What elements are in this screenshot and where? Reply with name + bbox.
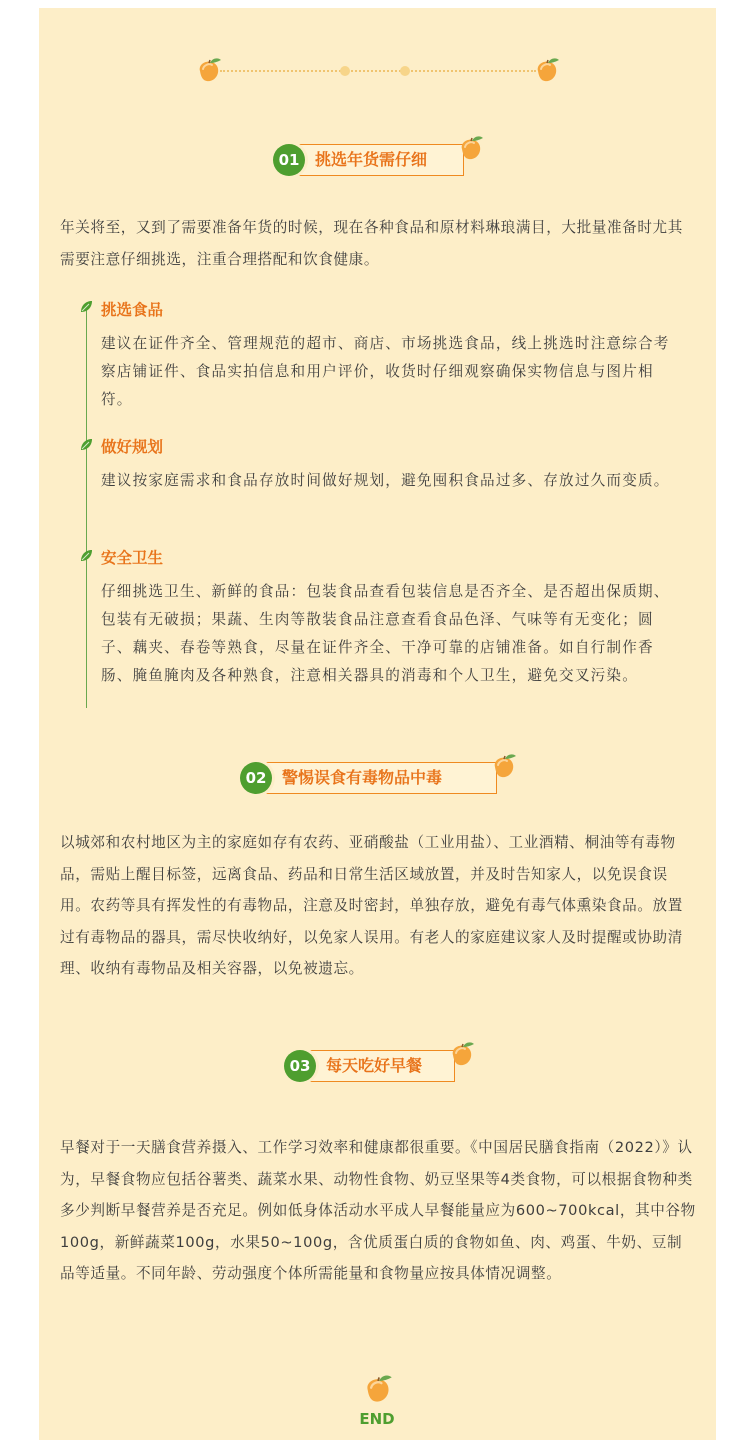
section-number: 03 <box>284 1050 316 1082</box>
section-02-text: 以城郊和农村地区为主的家庭如存有农药、亚硝酸盐（工业用盐）、工业酒精、桐油等有毒物品，需贴上醒目标签，远离食品、药品和日常生活区域放置，并及时告知家人，以免误食误用。农药等具有挥发性的有毒物品，注意及时密封，单独存放，避免有毒气体熏染食品。放置过有毒物品的器具，需尽快收纳好，以免家人误用。有老人的家庭建议家人及时提醒或协助清理、收纳有毒物品及相关容器，以免被遗忘。 <box>60 834 683 977</box>
end-label: END <box>359 1410 395 1428</box>
subsection-title: 安全卫生 <box>101 549 164 567</box>
section-title: 警惕误食有毒物品中毒 <box>282 768 443 787</box>
top-divider <box>220 70 536 72</box>
section-number: 02 <box>240 762 272 794</box>
mango-icon <box>457 135 485 163</box>
section-heading-01 <box>273 140 488 176</box>
subsection-title: 挑选食品 <box>101 301 164 319</box>
subsection-text: 仔细挑选卫生、新鲜的食品：包装食品查看包装信息是否齐全、是否超出保质期、包装有无破损；果蔬、生肉等散装食品注意查看食品色泽、气味等有无变化；圆子、藕夹、春卷等熟食，尽量在证件齐全、干净可靠的店铺准备。如自行制作香肠、腌鱼腌肉及各种熟食，注意相关器具的消毒和个人卫生，避免交叉污染。 <box>101 583 670 684</box>
section-title: 每天吃好早餐 <box>326 1056 423 1075</box>
section-01-intro: 年关将至，又到了需要准备年货的时候，现在各种食品和原材料琳琅满目，大批量准备时尤其需要注意仔细挑选，注重合理搭配和饮食健康。 <box>60 219 683 268</box>
mango-icon <box>533 57 561 85</box>
section-heading-02 <box>240 758 520 794</box>
leaf-icon <box>79 549 93 563</box>
leaf-icon <box>79 300 93 314</box>
section-number: 01 <box>273 144 305 176</box>
subsection-title: 做好规划 <box>101 438 164 456</box>
subsection-text: 建议按家庭需求和食品存放时间做好规划，避免囤积食品过多、存放过久而变质。 <box>101 472 670 489</box>
mango-icon <box>490 753 518 781</box>
section-heading-03 <box>284 1046 479 1082</box>
timeline-line <box>86 308 87 708</box>
section-title: 挑选年货需仔细 <box>315 150 428 169</box>
subsection-text: 建议在证件齐全、管理规范的超市、商店、市场挑选食品，线上挑选时注意综合考察店铺证件、食品实拍信息和用户评价，收货时仔细观察确保实物信息与图片相符。 <box>101 335 670 408</box>
leaf-icon <box>79 438 93 452</box>
mango-icon <box>195 57 223 85</box>
section-03-text: 早餐对于一天膳食营养摄入、工作学习效率和健康都很重要。《中国居民膳食指南（2022）》认为，早餐食物应包括谷薯类、蔬菜水果、动物性食物、奶豆坚果等4类食物，可以根据食物种类多少判断早餐营养是否充足。例如低身体活动水平成人早餐能量应为600~700kcal，其中谷物100g，新鲜蔬菜100g，水果50~100g，含优质蛋白质的食物如鱼、肉、鸡蛋、牛奶、豆制品等适量。不同年龄、劳动强度个体所需能量和食物量应按具体情况调整。 <box>60 1139 696 1282</box>
mango-icon <box>448 1041 476 1069</box>
mango-icon <box>362 1374 394 1406</box>
